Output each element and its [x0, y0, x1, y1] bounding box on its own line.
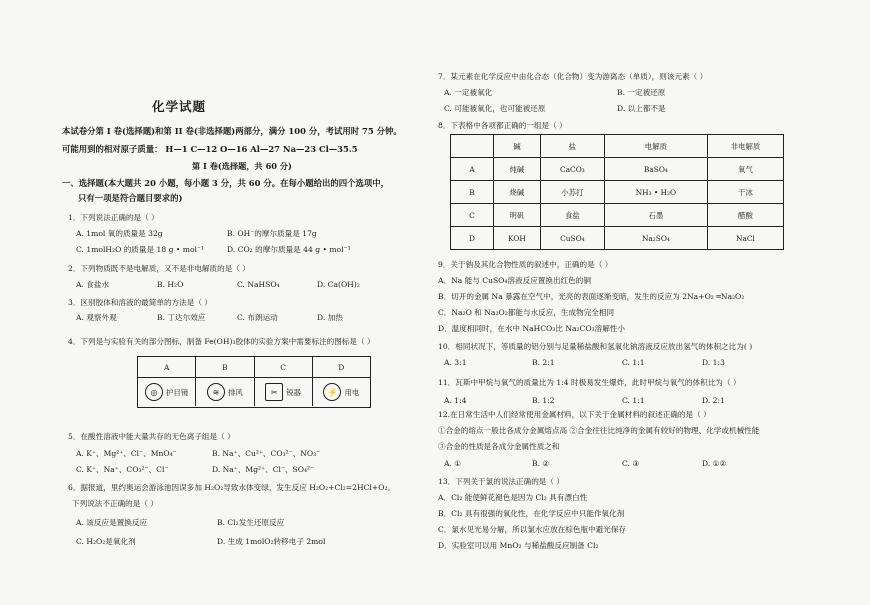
q1-option-a: A. 1mol 氧的质量是 32g: [76, 229, 163, 238]
table-cell: 石墨: [604, 204, 707, 227]
q2-option-d: D. Ca(OH)₂: [317, 280, 360, 289]
exam-intro: 本试卷分第 I 卷(选择题)和第 II 卷(非选择题)两部分，满分 100 分，考试用时 75 分钟。: [62, 126, 402, 136]
q1-option-d: D. CO₂ 的摩尔质量是 44 g • mol⁻¹: [227, 245, 351, 254]
q9-stem: 9．关于钠及其化合物性质的叙述中，正确的是（ ）: [438, 260, 613, 269]
q5-stem: 5．在酸性溶液中能大量共存的无色离子组是（ ）: [68, 432, 235, 441]
q13-option-d: D．实验室可以用 MnO₂ 与稀盐酸反应制备 Cl₂: [438, 541, 599, 550]
table-cell: Na₂SO₄: [604, 227, 707, 250]
table-header-cell: 碱: [494, 135, 541, 158]
table-cell: 小苏打: [540, 181, 604, 204]
q12-option-c: C. ③: [622, 459, 640, 468]
q4-cell-ventilation: [196, 378, 254, 406]
q13-option-c: C．氯水见光易分解，所以氯水应放在棕色瓶中避光保存: [438, 525, 627, 534]
q10-option-d: D. 1:3: [702, 358, 725, 367]
goggles-icon: ◎: [145, 383, 163, 401]
q2-option-a: A. 食盐水: [76, 280, 110, 289]
table-header-row: [451, 135, 784, 158]
ventilation-label: 排风: [227, 387, 243, 397]
table-cell: C: [451, 204, 494, 227]
q6-option-a: A. 该反应是置换反应: [76, 518, 148, 527]
q9-option-d: D．温度相同时，在水中 NaHCO₃比 Na₂CO₃溶解性小: [438, 324, 625, 333]
table-cell: NaCl: [707, 227, 783, 250]
q4-cell-sharp: [255, 378, 313, 406]
q1-option-c: C. 1molH₂O 的质量是 18 g • mol⁻¹: [76, 245, 204, 254]
table-cell: CaCO₃: [540, 158, 604, 181]
table-cell: 明矾: [494, 204, 541, 227]
q3-stem: 3．区别胶体和溶液的最简单的方法是（ ）: [68, 298, 212, 307]
table-cell: D: [451, 227, 494, 250]
q10-option-c: C. 1:1: [622, 358, 645, 367]
part1-heading: 第 I 卷(选择题，共 60 分): [192, 161, 292, 171]
q4-label-b: B: [196, 357, 254, 377]
q7-option-d: D. 以上都不是: [617, 104, 666, 113]
table-cell: KOH: [494, 227, 541, 250]
q3-option-b: B. 丁达尔效应: [157, 313, 206, 322]
q2-stem: 2．下列物质既不是电解质，又不是非电解质的是（ ）: [68, 264, 250, 273]
page-title: 化学试题: [152, 99, 207, 114]
q10-option-b: B. 2:1: [532, 358, 555, 367]
q4-label-d: D: [338, 362, 345, 372]
q11-option-c: C. 1:1: [622, 396, 645, 405]
q4-cell-goggles: [138, 378, 196, 406]
table-cell: CuSO₄: [540, 227, 604, 250]
q4-label-row: [138, 357, 370, 378]
section1-heading: 一、选择题(本大题共 20 小题，每小题 3 分，共 60 分。在每小题给出的四个选项中，: [62, 178, 389, 188]
table-cell: 醋酸: [707, 204, 783, 227]
q9-option-a: A．Na 能与 CuSO₄溶液反应置换出红色的铜: [438, 276, 591, 285]
q2-option-c: C. NaHSO₄: [237, 280, 280, 289]
q11-option-b: B. 1:2: [532, 396, 555, 405]
q10-stem: 10．相同状况下，等质量的铝分别与足量稀盐酸和氢氧化钠溶液反应放出氢气的体积之比为( ): [438, 342, 753, 351]
q12-option-b: B. ②: [532, 459, 550, 468]
table-row: [451, 158, 784, 181]
table-cell: A: [451, 158, 494, 181]
q13-stem: 13．下列关于氯的说法正确的是（ ）: [438, 477, 564, 486]
table-row: [451, 204, 784, 227]
table-cell: 纯碱: [494, 158, 541, 181]
q4-icon-row: [138, 378, 370, 406]
q1-stem: 1．下列说法正确的是（ ）: [68, 213, 159, 222]
table-cell: NH₃ • H₂O: [604, 181, 707, 204]
q12-statement-3: ③合金的性质是各成分金属性质之和: [438, 442, 560, 451]
q12-option-a: A. ①: [444, 459, 462, 468]
q13-option-b: B．Cl₂ 具有很强的氧化性，在化学反应中只能作氧化剂: [438, 509, 625, 518]
q9-option-c: C．Na₂O 和 Na₂O₂都能与水反应，生成物完全相同: [438, 308, 615, 317]
q5-option-b: B. Na⁺、Cu²⁺、CO₃²⁻、NO₃⁻: [212, 449, 321, 458]
q8-table: [450, 134, 784, 250]
q6-option-c: C. H₂O₂是氧化剂: [76, 537, 136, 546]
q3-option-d: D. 加热: [317, 313, 343, 322]
table-cell: 烧碱: [494, 181, 541, 204]
section1-heading-cont: 只有一项是符合题目要求的): [78, 193, 183, 203]
q10-option-a: A. 3:1: [444, 358, 467, 367]
table-cell: 氧气: [707, 158, 783, 181]
q7-option-a: A. 一定被氧化: [444, 88, 493, 97]
q1-option-b: B. OH⁻的摩尔质量是 17g: [227, 229, 317, 238]
q4-label-c: C: [255, 357, 313, 377]
q12-option-d: D. ①②: [702, 459, 727, 468]
q13-option-a: A．Cl₂ 能使鲜花褪色是因为 Cl₂ 具有漂白性: [438, 493, 588, 502]
electricity-icon: ⚡: [323, 383, 341, 401]
q2-option-b: B. H₂O: [157, 280, 184, 289]
q3-option-a: A. 观察外观: [76, 313, 117, 322]
q4-label-a: A: [138, 357, 196, 377]
q5-option-d: D. Na⁺、Mg²⁺、Cl⁻、SO₄²⁻: [212, 465, 315, 474]
q6-stem: 6．据报道，里约奥运会游泳池因误多加 H₂O₂导致水体变绿，发生反应 H₂O₂+Cl₂=2HCl+O₂。: [68, 483, 396, 492]
q8-stem: 8．下表格中各项都正确的一组是（ ）: [438, 121, 567, 130]
table-cell: BaSO₄: [604, 158, 707, 181]
goggles-label: 护目镜: [166, 387, 189, 397]
q4-cell-electric: [313, 378, 370, 406]
table-row: [451, 181, 784, 204]
table-cell: 干冰: [707, 181, 783, 204]
sharp-object-label: 锐器: [286, 387, 302, 397]
q4-stem: 4．下列是与实验有关的部分图标，制备 Fe(OH)₃胶体的实验方案中需要标注的图标是（ ）: [68, 337, 375, 346]
ventilation-icon: ≋: [207, 383, 225, 401]
q5-option-a: A. K⁺、Mg²⁺、Cl⁻、MnO₄⁻: [76, 449, 177, 458]
table-header-cell: [451, 135, 494, 158]
table-cell: B: [451, 181, 494, 204]
table-cell: 食盐: [540, 204, 604, 227]
q7-stem: 7．某元素在化学反应中由化合态（化合物）变为游离态（单质），则该元素（ ）: [438, 72, 708, 81]
table-header-cell: 盐: [540, 135, 604, 158]
q12-stem: 12.在日常生活中人们经常使用金属材料，以下关于金属材料的叙述正确的是（ ）: [438, 410, 711, 419]
sharp-object-icon: ✂: [265, 383, 283, 401]
q3-option-c: C. 布朗运动: [237, 313, 278, 322]
q5-option-c: C. K⁺、Na⁺、CO₃²⁻、Cl⁻: [76, 465, 169, 474]
q7-option-c: C. 可能被氧化，也可能被还原: [444, 104, 546, 113]
q6-option-d: D. 生成 1molO₂转移电子 2mol: [217, 537, 326, 546]
q9-option-b: B．切开的金属 Na 暴露在空气中，光亮的表面逐渐变暗，发生的反应为 2Na+O₂ ═Na₂O₂: [438, 292, 745, 301]
table-header-cell: 非电解质: [707, 135, 783, 158]
table-row: [451, 227, 784, 250]
q12-statement-1-2: ①合金的熔点一般比各成分金属熔点高 ②合金往往比纯净的金属有较好的物理、化学或机械性能: [438, 426, 760, 435]
q6-stem-cont: 下列说法不正确的是（ ）: [72, 499, 158, 508]
table-header-cell: 电解质: [604, 135, 707, 158]
q6-option-b: B. Cl₂发生还原反应: [217, 518, 285, 527]
q7-option-b: B. 一定被还原: [617, 88, 666, 97]
q11-stem: 11．瓦斯中甲烷与氧气的质量比为 1:4 时极易发生爆炸，此时甲烷与氧气的体积比为（ ）: [438, 378, 741, 387]
atomic-mass-line: 可能用到的相对原子质量： H—1 C—12 O—16 Al—27 Na—23 Cl—35.5: [62, 144, 358, 154]
q11-option-d: D. 2:1: [702, 396, 725, 405]
q4-icon-table: [137, 356, 371, 408]
electricity-label: 用电: [344, 387, 360, 397]
q11-option-a: A. 1:4: [444, 396, 467, 405]
